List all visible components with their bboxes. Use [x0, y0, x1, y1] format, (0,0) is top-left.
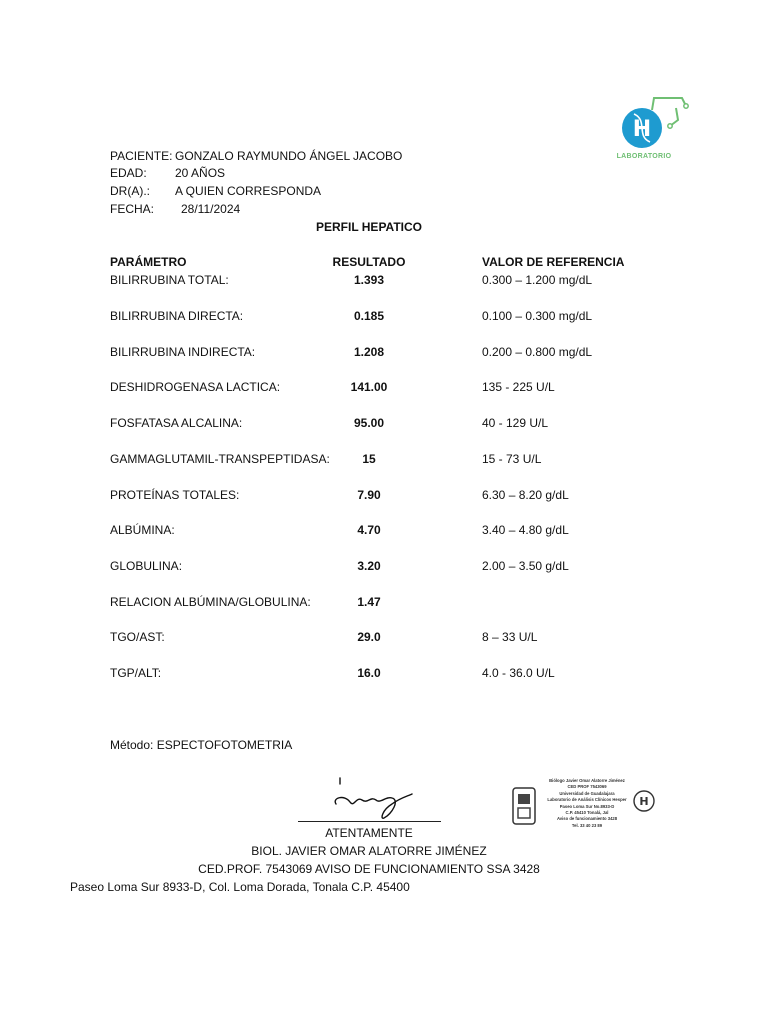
- reference-value: 3.40 – 4.80 g/dL: [482, 523, 569, 537]
- result-value: 15: [362, 452, 376, 466]
- signer-name: BIOL. JAVIER OMAR ALATORRE JIMÉNEZ: [251, 844, 487, 858]
- reference-value: 4.0 - 36.0 U/L: [482, 666, 555, 680]
- param-name: BILIRRUBINA INDIRECTA:: [110, 345, 256, 359]
- table-row: [0, 345, 768, 361]
- reference-value: 135 - 225 U/L: [482, 380, 555, 394]
- age-value: 20 AÑOS: [175, 166, 226, 180]
- table-row: [0, 523, 768, 539]
- result-value: 141.00: [350, 380, 388, 394]
- date-value: 28/11/2024: [181, 202, 241, 216]
- reference-value: 0.100 – 0.300 mg/dL: [482, 309, 593, 323]
- table-row: [0, 488, 768, 504]
- stamp-line: C.P. 45410 Tonalá, Jal: [565, 810, 609, 816]
- lab-logo-stamp-icon: [633, 790, 655, 812]
- table-row: [0, 416, 768, 432]
- stamp-line: Aviso de funcionamiento 3428: [556, 816, 618, 822]
- signature-line: [298, 821, 441, 822]
- table-row: [0, 309, 768, 325]
- logo-text: LABORATORIO: [616, 153, 672, 160]
- result-value: 29.0: [357, 630, 381, 644]
- doctor-label: DR(A).:: [110, 184, 150, 198]
- method-text: Método: ESPECTOFOTOMETRIA: [110, 738, 293, 752]
- stamp-line: Tel. 33 40 23 89: [571, 822, 603, 828]
- official-stamp: [505, 778, 655, 836]
- stamp-line: Laboratorio de Análisis Clínicos Hesper: [547, 797, 627, 803]
- svg-text:H: H: [639, 795, 649, 808]
- table-row: [0, 559, 768, 575]
- param-name: BILIRRUBINA TOTAL:: [110, 273, 229, 287]
- doctor-value: A QUIEN CORRESPONDA: [175, 184, 322, 198]
- table-row: [0, 273, 768, 289]
- cedula-text: CED.PROF. 7543069 AVISO DE FUNCIONAMIENTO SSA 3428: [198, 862, 540, 876]
- handwritten-signature: [322, 774, 422, 822]
- param-name: GLOBULINA:: [110, 559, 183, 573]
- university-seal-icon: [511, 786, 537, 826]
- address-text: Paseo Loma Sur 8933-D, Col. Loma Dorada, Tonala C.P. 45400: [70, 880, 410, 894]
- reference-value: 0.200 – 0.800 mg/dL: [482, 345, 593, 359]
- patient-name: GONZALO RAYMUNDO ÁNGEL JACOBO: [175, 149, 403, 163]
- result-value: 95.00: [353, 416, 385, 430]
- param-name: ALBÚMINA:: [110, 523, 175, 537]
- table-row: [0, 630, 768, 646]
- result-value: 16.0: [357, 666, 381, 680]
- reference-value: 2.00 – 3.50 g/dL: [482, 559, 569, 573]
- result-value: 1.393: [353, 273, 385, 287]
- atentamente-text: ATENTAMENTE: [325, 826, 413, 840]
- result-value: 3.20: [357, 559, 381, 573]
- reference-value: 8 – 33 U/L: [482, 630, 538, 644]
- stamp-line: Universidad de Guadalajara: [559, 790, 615, 796]
- table-row: [0, 595, 768, 611]
- param-name: BILIRRUBINA DIRECTA:: [110, 309, 244, 323]
- param-name: GAMMAGLUTAMIL-TRANSPEPTIDASA:: [110, 452, 330, 466]
- result-value: 4.70: [357, 523, 381, 537]
- header-reference: VALOR DE REFERENCIA: [482, 255, 625, 269]
- result-value: 7.90: [357, 488, 381, 502]
- param-name: TGO/AST:: [110, 630, 165, 644]
- table-row: [0, 452, 768, 468]
- result-value: 0.185: [353, 309, 385, 323]
- date-label: FECHA:: [110, 202, 155, 216]
- table-row: [0, 666, 768, 682]
- reference-value: 15 - 73 U/L: [482, 452, 542, 466]
- param-name: FOSFATASA ALCALINA:: [110, 416, 243, 430]
- param-name: RELACION ALBÚMINA/GLOBULINA:: [110, 595, 311, 609]
- result-value: 1.47: [357, 595, 381, 609]
- stamp-line: Paseo Loma Sur No.8933-D: [559, 803, 615, 809]
- reference-value: 0.300 – 1.200 mg/dL: [482, 273, 593, 287]
- table-row: [0, 380, 768, 396]
- logo-monogram: H: [632, 117, 652, 142]
- patient-label: PACIENTE:: [110, 149, 173, 163]
- age-label: EDAD:: [110, 166, 147, 180]
- stamp-line: Biólogo Javier Omar Alatorre Jiménez: [549, 778, 625, 783]
- header-param: PARÁMETRO: [110, 255, 187, 269]
- header-result: RESULTADO: [332, 255, 406, 269]
- report-title: PERFIL HEPATICO: [315, 220, 422, 234]
- reference-value: 40 - 129 U/L: [482, 416, 549, 430]
- param-name: DESHIDROGENASA LACTICA:: [110, 380, 281, 394]
- param-name: PROTEÍNAS TOTALES:: [110, 488, 240, 502]
- result-value: 1.208: [353, 345, 385, 359]
- param-name: TGP/ALT:: [110, 666, 162, 680]
- reference-value: 6.30 – 8.20 g/dL: [482, 488, 569, 502]
- stamp-line: CED PROF 7543069: [567, 784, 607, 790]
